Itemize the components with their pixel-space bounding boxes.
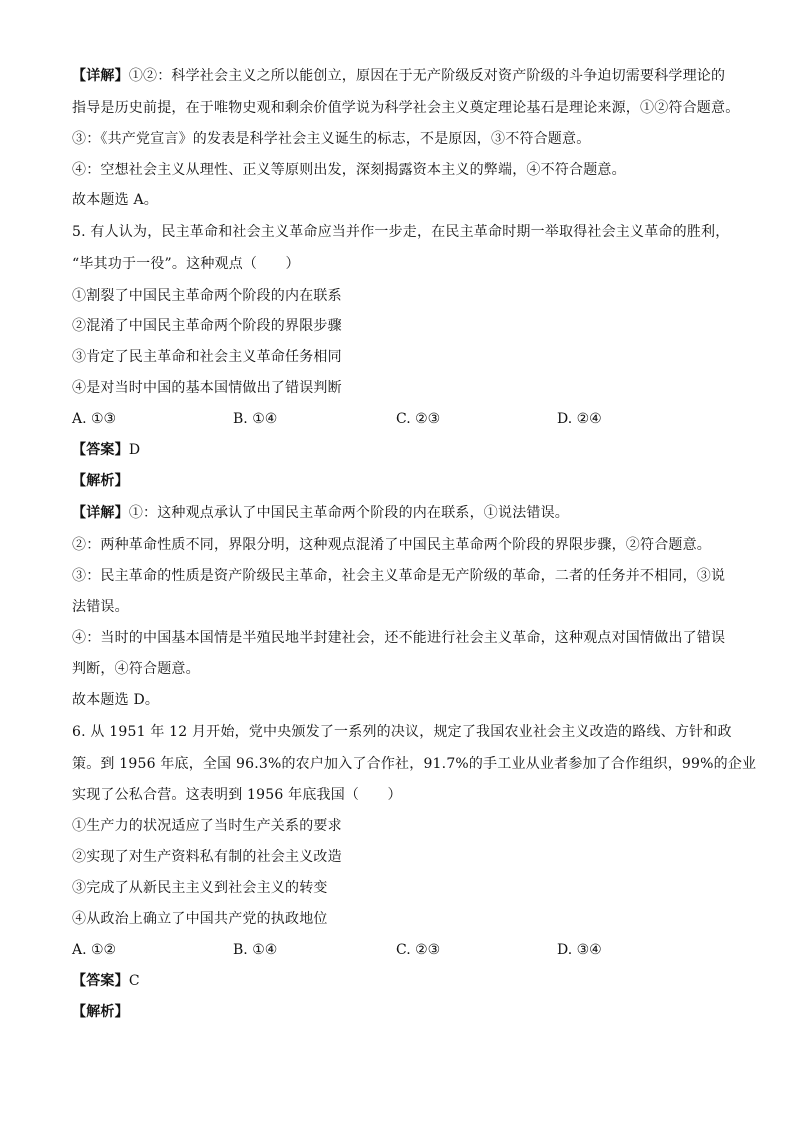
question-6-item: ④从政治上确立了中国共产党的执政地位 [72, 911, 328, 927]
question-6-option-b: B. ①④ [233, 942, 278, 958]
question-5-item: ①割裂了中国民主革命两个阶段的内在联系 [72, 288, 342, 304]
question-5-conclusion: 故本题选 D。 [72, 692, 160, 708]
question-6-stem: 实现了公私合营。这表明到 1956 年底我国（ ） [72, 787, 402, 803]
answer-value: D [128, 442, 141, 458]
conclusion-line: 故本题选 A。 [72, 192, 158, 208]
question-5-detail: 判断，④符合题意。 [72, 661, 200, 677]
detail-tag: 【详解】 [72, 68, 129, 84]
answer-tag: 【答案】 [72, 442, 129, 458]
detail-paragraph-line: ③：《共产党宣言》的发表是科学社会主义诞生的标志，不是原因，③不符合题意。 [72, 131, 591, 147]
question-5-detail: ④：当时的中国基本国情是半殖民地半封建社会，还不能进行社会主义革命，这种观点对国情做出了错误 [72, 630, 726, 646]
answer-tag: 【答案】 [72, 973, 129, 989]
question-6-item: ②实现了对生产资料私有制的社会主义改造 [72, 849, 342, 865]
question-5-option-b: B. ①④ [233, 411, 278, 427]
question-5-detail: ③：民主革命的性质是资产阶级民主革命，社会主义革命是无产阶级的革命，二者的任务并不相同，③说 [72, 568, 726, 584]
detail-text: ①②：科学社会主义之所以能创立，原因在于无产阶级反对资产阶级的斗争迫切需要科学理论的 [128, 68, 726, 84]
question-5-answer [72, 440, 732, 460]
question-5-detail: 法错误。 [72, 599, 129, 615]
question-5-detail [72, 503, 732, 523]
answer-value: C [128, 973, 140, 989]
question-5-item: ②混淆了中国民主革命两个阶段的界限步骤 [72, 318, 342, 334]
question-5-stem: 5. 有人认为，民主革命和社会主义革命应当并作一步走，在民主革命时期一举取得社会主义革命的胜利， [72, 224, 730, 240]
question-6-analysis-tag [72, 1002, 732, 1022]
question-6-stem: 6. 从 1951 年 12 月开始，党中央颁发了一系列的决议，规定了我国农业社会主义改造的路线、方针和政 [72, 724, 732, 740]
detail-tag: 【详解】 [72, 505, 129, 521]
question-5-analysis-tag [72, 471, 732, 491]
question-5-option-a: A. ①③ [72, 411, 117, 427]
question-5-option-c: C. ②③ [396, 411, 441, 427]
question-6-item: ①生产力的状况适应了当时生产关系的要求 [72, 818, 342, 834]
question-5-detail: ②：两种革命性质不同，界限分明，这种观点混淆了中国民主革命两个阶段的界限步骤，②符合题意。 [72, 537, 711, 553]
question-5-option-d: D. ②④ [557, 411, 602, 427]
analysis-tag: 【解析】 [72, 1004, 129, 1020]
analysis-tag: 【解析】 [72, 473, 129, 489]
question-6-option-a: A. ①② [72, 942, 117, 958]
question-5-stem: “毕其功于一役”。这种观点（ ） [72, 256, 300, 272]
detail-paragraph-line: 指导是历史前提，在于唯物史观和剩余价值学说为科学社会主义奠定理论基石是理论来源，①②符合题意。 [72, 100, 740, 116]
question-6-stem: 策。到 1956 年底，全国 96.3%的农户加入了合作社，91.7%的手工业从业者参加了合作组织，99%的企业 [72, 756, 757, 772]
question-6-option-d: D. ③④ [557, 942, 602, 958]
question-6-option-c: C. ②③ [396, 942, 441, 958]
question-6-item: ③完成了从新民主主义到社会主义的转变 [72, 880, 328, 896]
question-5-item: ③肯定了民主革命和社会主义革命任务相同 [72, 349, 342, 365]
question-6-answer [72, 971, 732, 991]
detail-paragraph-line: ④：空想社会主义从理性、正义等原则出发，深刻揭露资本主义的弊端，④不符合题意。 [72, 162, 626, 178]
question-5-item: ④是对当时中国的基本国情做出了错误判断 [72, 380, 342, 396]
detail-text: ①：这种观点承认了中国民主革命两个阶段的内在联系，①说法错误。 [128, 505, 570, 521]
detail-paragraph-line [72, 66, 732, 86]
